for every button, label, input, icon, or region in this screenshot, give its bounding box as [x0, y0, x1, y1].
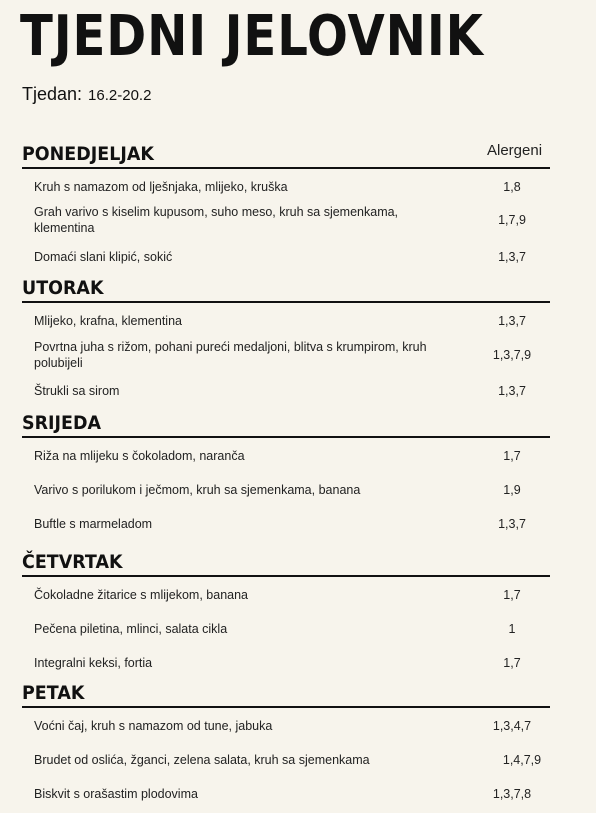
meal-allergens: 1,3,7 [498, 517, 526, 531]
day-section-tuesday [22, 275, 550, 398]
meal-text: Grah varivo s kiselim kupusom, suho meso, kruh sa sjemenkama, klementina [34, 205, 399, 235]
day-name: UTORAK [22, 277, 104, 299]
meal-allergens: 1 [508, 622, 516, 636]
meal-allergens: 1,7 [503, 588, 521, 602]
meal-text: Štrukli sa sirom [34, 384, 120, 398]
meal-text: Povrtna juha s rižom, pohani pureći medaljoni, blitva s krumpirom, kruh polubijeli [34, 340, 427, 370]
meal-allergens: 1,7 [503, 656, 521, 670]
day-header [22, 141, 550, 169]
day-header [22, 275, 550, 303]
meal-allergens: 1,7,9 [498, 213, 526, 227]
day-name: PONEDJELJAK [22, 143, 154, 165]
meal-text: Brudet od oslića, žganci, zelena salata, kruh sa sjemenkama [34, 753, 370, 767]
meal-text: Mlijeko, krafna, klementina [34, 314, 182, 328]
meal-text: Integralni keksi, fortia [34, 656, 153, 670]
day-header [22, 410, 550, 438]
day-section-thursday [22, 549, 550, 670]
meal-allergens: 1,9 [503, 483, 521, 497]
meal-text: Buftle s marmeladom [34, 517, 153, 531]
day-section-monday [22, 141, 550, 264]
week-value: 16.2-20.2 [88, 87, 152, 104]
meal-text: Čokoladne žitarice s mlijekom, banana [34, 588, 248, 602]
meal-allergens: 1,3,4,7 [492, 719, 532, 733]
meal-text: Pečena piletina, mlinci, salata cikla [34, 622, 228, 636]
meal-allergens: 1,3,7 [498, 314, 526, 328]
meal-allergens: 1,3,7,8 [492, 787, 532, 801]
meal-text: Biskvit s orašastim plodovima [34, 787, 198, 801]
allergens-column-header: Alergeni [487, 142, 543, 159]
meal-allergens: 1,4,7,9 [502, 753, 542, 767]
week-label: Tjedan: [22, 84, 83, 104]
week-info [22, 84, 151, 105]
meal-text: Voćni čaj, kruh s namazom od tune, jabuka [34, 719, 273, 733]
meal-allergens: 1,3,7 [498, 384, 526, 398]
day-header [22, 680, 550, 708]
meal-allergens: 1,7 [503, 449, 521, 463]
day-name: ČETVRTAK [22, 551, 123, 573]
meal-text: Kruh s namazom od lješnjaka, mlijeko, kruška [34, 180, 288, 194]
meal-text: Domaći slani klipić, sokić [34, 250, 173, 264]
day-name: PETAK [22, 682, 85, 704]
day-name: SRIJEDA [22, 412, 102, 434]
meal-text: Riža na mlijeku s čokoladom, naranča [34, 449, 245, 463]
day-section-friday [22, 680, 550, 801]
meal-allergens: 1,3,7 [498, 250, 526, 264]
meal-allergens: 1,3,7,9 [492, 348, 532, 362]
meal-allergens: 1,8 [503, 180, 521, 194]
meal-text: Varivo s porilukom i ječmom, kruh sa sjemenkama, banana [34, 483, 361, 497]
page-title: TJEDNI JELOVNIK [20, 4, 484, 69]
day-header [22, 549, 550, 577]
day-section-wednesday [22, 410, 550, 531]
